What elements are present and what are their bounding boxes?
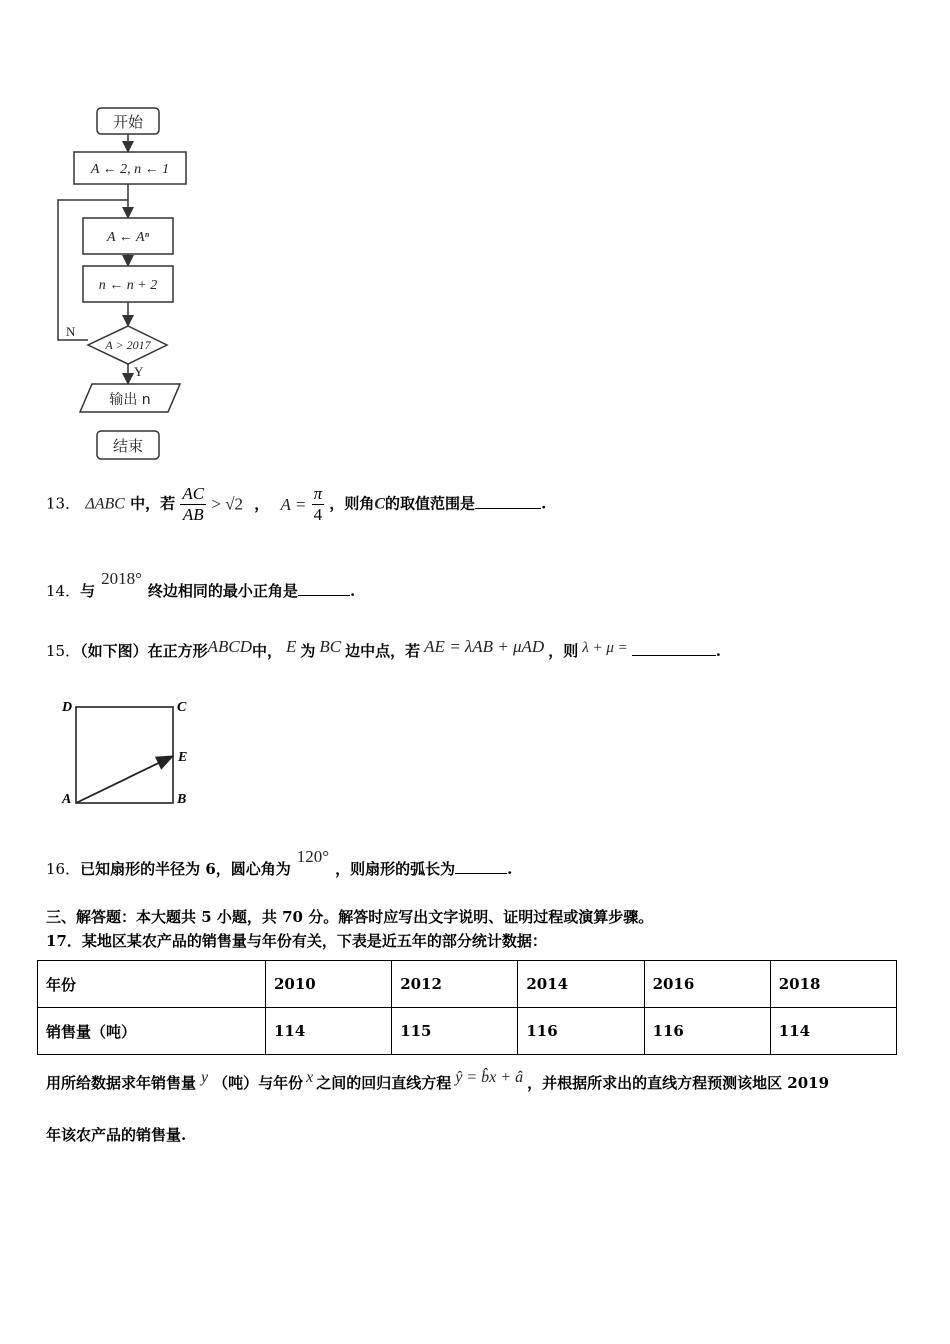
q17-text-d: ，并根据所求出的直线方程预测该地区 2019 (527, 1074, 830, 1092)
q15-mid2: 为 (300, 642, 316, 660)
q15-bc: BC (319, 637, 342, 656)
q17-line-1 (46, 1069, 830, 1093)
table-cell: 2012 (392, 961, 518, 1008)
question-17-intro: 17．某地区某农产品的销售量与年份有关，下表是近五年的部分统计数据： (46, 932, 547, 950)
q16-angle: 120° (296, 847, 330, 866)
square-abcd (76, 707, 173, 803)
table-cell: 115 (392, 1008, 518, 1055)
q13-fraction: $\frac{AC}{AB}$ (182, 484, 205, 524)
step2-label: n ← n + 2 (98, 278, 158, 293)
q13-sqrt: > √2 (211, 494, 244, 514)
no-label: N (66, 324, 76, 339)
q16-number: 16． (46, 860, 81, 878)
q15-mid3: 边中点，若 (345, 642, 421, 660)
q15-end: . (715, 642, 721, 660)
q13-triangle: ΔABC (85, 495, 125, 513)
question-13 (46, 484, 546, 525)
q16-end: . (507, 860, 513, 878)
table-cell: 116 (644, 1008, 770, 1055)
q17-equation: ŷ = b̂x + â (455, 1069, 524, 1086)
end-label: 结束 (112, 437, 144, 455)
q17-text-c: 之间的回归直线方程 (316, 1074, 452, 1092)
square-label-b: B (177, 792, 187, 807)
q13-number: 13． (46, 494, 81, 513)
q16-answer-blank[interactable] (455, 859, 507, 874)
q15-answer-blank[interactable] (632, 641, 716, 656)
q16-text: ，则扇形的弧长为 (335, 860, 456, 878)
section-3-heading: 三、解答题：本大题共 5 小题，共 70 分。解答时应写出文字说明、证明过程或演算步骤。 (46, 908, 654, 926)
square-label-e: E (178, 750, 188, 765)
q17-text-a: 用所给数据求年销售量 (46, 1074, 197, 1092)
q13-c: C (374, 495, 386, 513)
q15-pre: （如下图）在正方形 (80, 642, 208, 660)
q15-mid: 中， (252, 642, 283, 660)
q13-text-1: 中，若 (130, 494, 176, 513)
vector-ae (76, 757, 171, 803)
table-cell: 销售量（吨） (38, 1008, 266, 1055)
q13-text-2: ，则角 (329, 494, 375, 513)
q13-end: . (541, 494, 547, 513)
q15-mid4: ，则 (548, 642, 579, 660)
square-label-a: A (62, 792, 72, 807)
table-cell: 114 (770, 1008, 896, 1055)
table-cell: 114 (266, 1008, 392, 1055)
question-16 (46, 847, 513, 879)
sales-table (37, 960, 897, 1055)
init-label: A ← 2, n ← 1 (90, 162, 170, 177)
q15-e: E (286, 637, 297, 656)
flowchart (50, 100, 200, 470)
q14-pre: 与 (80, 582, 96, 600)
q14-end: . (349, 582, 356, 600)
table-row (38, 961, 897, 1008)
question-15 (46, 637, 721, 661)
q14-number: 14． (46, 582, 81, 600)
table-cell: 2014 (518, 961, 644, 1008)
q17-text-b: （吨）与年份 (213, 1074, 304, 1092)
table-cell: 2016 (644, 961, 770, 1008)
step1-label: A ← Aⁿ (106, 230, 150, 245)
q15-abcd: ABCD (207, 637, 252, 656)
start-label: 开始 (112, 113, 144, 131)
square-label-d: D (62, 700, 73, 715)
square-label-c: C (177, 700, 187, 715)
q17-y: y (201, 1069, 209, 1086)
q15-lambda-mu: λ + μ = (582, 640, 628, 656)
question-14 (46, 569, 356, 601)
q13-pi-fraction: $\frac{\pi}{4}$ (313, 484, 323, 524)
q15-equation: AE = λAB + μAD (424, 637, 545, 656)
table-cell: 年份 (38, 961, 266, 1008)
q13-comma: ， (254, 494, 270, 513)
q17-line-2: 年该农产品的销售量. (46, 1126, 187, 1144)
q13-a-eq: A = (280, 494, 307, 514)
table-cell: 116 (518, 1008, 644, 1055)
decision-label: A > 2017 (105, 338, 151, 352)
table-cell: 2010 (266, 961, 392, 1008)
q14-text: 终边相同的最小正角是 (147, 582, 298, 600)
q14-angle: 2018° (101, 569, 142, 588)
q15-number: 15． (46, 642, 81, 660)
table-cell: 2018 (770, 961, 896, 1008)
q14-answer-blank[interactable] (298, 581, 350, 596)
q17-x: x (306, 1069, 314, 1086)
q16-pre: 已知扇形的半径为 6，圆心角为 (80, 860, 291, 878)
output-label: 输出 n (109, 392, 151, 408)
table-row (38, 1008, 897, 1055)
yes-label: Y (134, 364, 144, 379)
q13-text-3: 的取值范围是 (385, 494, 476, 513)
q13-answer-blank[interactable] (475, 494, 541, 509)
